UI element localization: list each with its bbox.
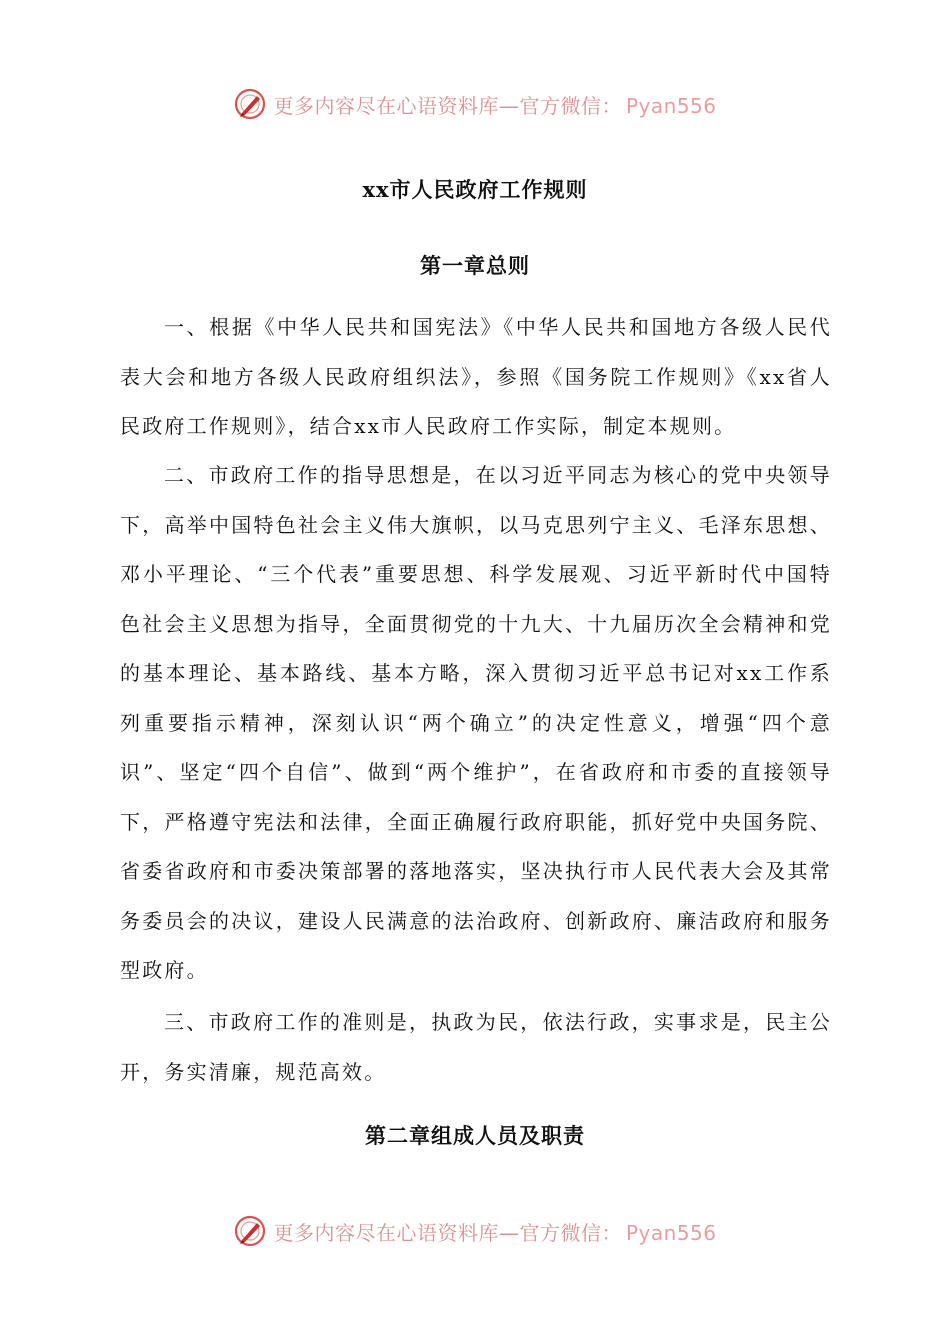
chapter-2-heading: 第二章组成人员及职责 [365, 1123, 585, 1148]
pen-logo-icon [233, 1214, 267, 1248]
paragraph-3: 三、市政府工作的准则是，执政为民，依法行政，实事求是，民主公开，务实清廉，规范高效。 [120, 1010, 832, 1084]
paragraph-1: 一、根据《中华人民共和国宪法》《中华人民共和国地方各级人民代表大会和地方各级人民政府组织法》，参照《国务院工作规则》《xx省人民政府工作规则》，结合xx市人民政府工作实际，制定本规则。 [120, 315, 832, 438]
watermark-footer [0, 1211, 950, 1251]
watermark-chinese: 更多内容尽在心语资料库—官方微信： [273, 93, 622, 118]
pen-logo-icon [233, 87, 267, 121]
watermark-wechat-id: Pyan556 [625, 93, 717, 118]
watermark-text [273, 90, 716, 119]
watermark-chinese: 更多内容尽在心语资料库—官方微信： [273, 1220, 622, 1245]
watermark-text [273, 1217, 716, 1246]
watermark-header [0, 84, 950, 124]
chapter-1-heading: 第一章总则 [420, 253, 530, 278]
document-title: xx市人民政府工作规则 [362, 177, 588, 202]
watermark-wechat-id: Pyan556 [625, 1220, 717, 1245]
paragraph-2: 二、市政府工作的指导思想是，在以习近平同志为核心的党中央领导下，高举中国特色社会主义伟大旗帜，以马克思列宁主义、毛泽东思想、邓小平理论、“三个代表”重要思想、科学发展观、习近平新时代中国特色社会主义思想为指导，全面贯彻党的十九大、十九届历次全会精神和党的基本理论、基本路线、基本方略，深入贯彻习近平总书记对xx工作系列重要指示精神，深刻认识“两个确立”的决定性意义，增强“四个意识”、坚定“四个自信”、做到“两个维护”，在省政府和市委的直接领导下，严格遵守宪法和法律，全面正确履行政府职能，抓好党中央国务院、省委省政府和市委决策部署的落地落实，坚决执行市人民代表大会及其常务委员会的决议，建设人民满意的法治政府、创新政府、廉洁政府和服务型政府。 [120, 463, 832, 982]
